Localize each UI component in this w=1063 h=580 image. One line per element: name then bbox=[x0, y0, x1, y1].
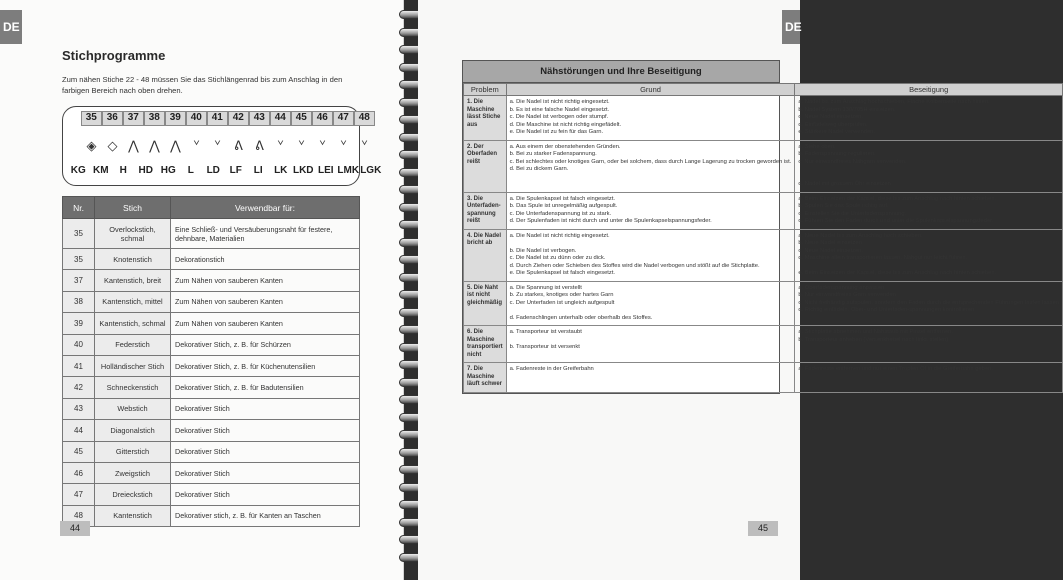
remedy-line: b. Spulen Sie das Spule richtig auf. bbox=[798, 203, 889, 209]
cell-stich: Overlockstich, schmal bbox=[95, 219, 171, 249]
remedy-line: a. Neue Nadel bis zum Anschlag hoch schieben. bbox=[798, 232, 923, 239]
intro-text: Zum nähen Stiche 22 - 48 müssen Sie das Stichlängenrad bis zum Anschlag in den farbigen Bereich nach oben drehen. bbox=[62, 75, 343, 95]
table-row bbox=[63, 398, 360, 419]
cell-problem: 2. Der Oberfaden reißt bbox=[464, 140, 507, 192]
stitch-number: 46 bbox=[312, 111, 333, 126]
cell-beseitigung bbox=[795, 192, 1063, 229]
remedy-line bbox=[798, 174, 1059, 182]
cell-verwendung: Dekorationstich bbox=[171, 249, 360, 270]
column-header-grund: Grund bbox=[506, 84, 795, 96]
stitch-code: KG bbox=[70, 165, 86, 176]
remedy-line: d. Nadel mit grossem Öhr einsetzen. bbox=[798, 181, 893, 187]
remedy-line: c. Nicht freihändig aufspulen, sondern den Faden durch die entsprechenden Führungen laufen lassen bbox=[798, 299, 1060, 306]
remedy-line: e. Beim Einsetzen der Kapsel, diese bis zum Anschlag nach hinten schieben. bbox=[798, 270, 997, 276]
cell-verwendung: Zum Nähen von sauberen Kanten bbox=[171, 313, 360, 334]
table-row bbox=[464, 96, 1063, 141]
stitch-code: LD bbox=[206, 165, 220, 176]
stitch-pattern-icon: ᕕ bbox=[255, 138, 264, 153]
remedy-line: c. Nur einwandfreies Nähgarn verwenden. bbox=[798, 158, 907, 165]
cell-problem: 7. Die Maschine läuft schwer bbox=[464, 363, 507, 393]
cell-stich: Knotenstich bbox=[95, 249, 171, 270]
table-row bbox=[464, 192, 1063, 229]
table-row bbox=[63, 420, 360, 441]
remedy-line: a. Stichplatte abnehmen und Nähstaub mit Pinsel entfernen. bbox=[798, 329, 953, 335]
reason-line: a. Transporteur ist verstaubt bbox=[509, 329, 582, 335]
reason-line: a. Die Nadel ist nicht richtig eingesetzt. bbox=[509, 232, 610, 239]
page-title: Stichprogramme bbox=[62, 48, 166, 63]
cell-problem: 4. Die Nadel bricht ab bbox=[464, 229, 507, 281]
left-page bbox=[0, 0, 404, 580]
stitch-code: LMK bbox=[337, 165, 360, 176]
table-row bbox=[63, 249, 360, 270]
reason-line: b. Zu starkes, knotiges oder hartes Garn bbox=[509, 292, 614, 298]
stitch-number: 47 bbox=[333, 111, 354, 126]
cell-grund bbox=[506, 281, 795, 326]
stitch-code: HD bbox=[138, 165, 153, 176]
cell-stich: Diagonalstich bbox=[95, 420, 171, 441]
cell-stich: Federstich bbox=[95, 334, 171, 355]
table-row bbox=[464, 140, 1063, 192]
cell-verwendung: Dekorativer Stich bbox=[171, 420, 360, 441]
reason-line: a. Fadenreste in der Greiferbahn bbox=[509, 366, 594, 372]
remedy-line: d. Maschine allein transportieren lassen, Nähgut nur leicht führen. bbox=[798, 255, 968, 261]
stitch-pattern-icon: ◇ bbox=[107, 138, 118, 153]
cell-stich: Kantenstich, mittel bbox=[95, 291, 171, 312]
reason-line: c. Die Nadel ist zu dünn oder zu dick. bbox=[509, 255, 606, 261]
reason-line: d. Der Spulenfaden ist nicht durch und unter die Spulenkapselspannungsfeder. bbox=[509, 218, 712, 224]
reason-line: c. Die Unterfadenspannung ist zu stark. bbox=[509, 210, 612, 217]
table-row bbox=[464, 363, 1063, 393]
cell-nr: 37 bbox=[63, 270, 95, 291]
reason-line: c. Der Unterfaden ist ungleich aufgespult bbox=[509, 299, 615, 306]
cell-beseitigung bbox=[795, 140, 1063, 192]
remedy-line: e. Stärkere Nadel verwenden. bbox=[798, 129, 876, 135]
cell-nr: 42 bbox=[63, 377, 95, 398]
table-row bbox=[63, 291, 360, 312]
cell-verwendung: Zum Nähen von sauberen Kanten bbox=[171, 291, 360, 312]
column-header-stich: Stich bbox=[95, 197, 171, 219]
remedy-line: a. Oberfadenspannung anpassen bbox=[798, 284, 885, 291]
stitch-number: 44 bbox=[270, 111, 291, 126]
cell-beseitigung bbox=[795, 281, 1063, 326]
cell-problem: 1. Die Maschine lässt Stiche aus bbox=[464, 96, 507, 141]
remedy-line bbox=[798, 166, 1059, 174]
remedy-line: b. Neue Nadel einsetzen. bbox=[798, 240, 864, 246]
stitch-code: LK bbox=[274, 165, 288, 176]
stitch-code: LEI bbox=[317, 165, 334, 176]
reason-line: d. Fadenschlingen unterhalb oder oberhalb des Stoffes. bbox=[509, 314, 653, 321]
remedy-line: a. Fadenreste entfernen und nur einen Tropfen Öl in die Greiferbahn geben. bbox=[798, 366, 993, 372]
stitch-code: L bbox=[187, 165, 194, 176]
reason-line: b. Es ist eine falsche Nadel eingesetzt. bbox=[509, 106, 610, 113]
reason-line: c. Bei schlechtes oder knotiges Garn, oder bei solchem, dass durch Lange Lagerung zu trocken geworden ist. bbox=[509, 158, 792, 165]
cell-nr: 47 bbox=[63, 484, 95, 505]
stitch-pattern-icon: ᘁ bbox=[214, 138, 221, 153]
cell-verwendung: Eine Schließ- und Versäuberungsnaht für festere, dehnbare, Materialien bbox=[171, 219, 360, 249]
cell-nr: 46 bbox=[63, 462, 95, 483]
stitch-number: 43 bbox=[249, 111, 270, 126]
stitch-pattern-icon: ⋀ bbox=[149, 138, 160, 153]
remedy-line: b. Nadel System 130/705H einsetzen. bbox=[798, 106, 896, 113]
stitch-code: KM bbox=[92, 165, 109, 176]
reason-line: e. Die Spulenkapsel ist falsch eingesetzt. bbox=[509, 270, 616, 276]
stitch-code-row bbox=[67, 165, 382, 176]
remedy-line: a. Siehe oben. bbox=[798, 143, 836, 150]
table-title: Nähstörungen und Ihre Beseitigung bbox=[463, 61, 779, 83]
stitch-number: 40 bbox=[186, 111, 207, 126]
reason-line: a. Die Spannung ist verstellt bbox=[509, 284, 582, 291]
cell-grund bbox=[506, 229, 795, 281]
table-row bbox=[63, 441, 360, 462]
cell-grund bbox=[506, 363, 795, 393]
reason-line: e. Die Nadel ist zu fein für das Garn. bbox=[509, 129, 604, 135]
stitch-pattern-icon: ⋀ bbox=[128, 138, 139, 153]
page-number: 45 bbox=[748, 521, 778, 536]
cell-grund bbox=[506, 326, 795, 363]
cell-nr: 35 bbox=[63, 249, 95, 270]
reason-line bbox=[510, 337, 792, 345]
cell-verwendung: Zum Nähen von sauberen Kanten bbox=[171, 270, 360, 291]
cell-stich: Gitterstich bbox=[95, 441, 171, 462]
remedy-line: c. Neue Nadel einsetzen. bbox=[798, 247, 864, 254]
stitch-code: H bbox=[119, 165, 127, 176]
reason-line: b. Transporteur ist versenkt bbox=[509, 344, 580, 350]
cell-stich: Kantenstich, breit bbox=[95, 270, 171, 291]
cell-verwendung: Dekorativer Stich, z. B. für Schürzen bbox=[171, 334, 360, 355]
cell-nr: 38 bbox=[63, 291, 95, 312]
stitch-number: 42 bbox=[228, 111, 249, 126]
cell-nr: 44 bbox=[63, 420, 95, 441]
language-tab: DE bbox=[782, 10, 800, 44]
cell-verwendung: Dekorativer Stich bbox=[171, 484, 360, 505]
cell-problem: 6. Die Maschine transportiert nicht bbox=[464, 326, 507, 363]
cell-stich: Zweigstich bbox=[95, 462, 171, 483]
cell-nr: 48 bbox=[63, 505, 95, 526]
cell-nr: 39 bbox=[63, 313, 95, 334]
cell-beseitigung bbox=[795, 363, 1063, 393]
reason-line bbox=[510, 240, 792, 248]
table-row bbox=[464, 326, 1063, 363]
reason-line: b. Die Nadel ist verbogen. bbox=[509, 247, 577, 254]
reason-line: b. Das Spule ist unregelmäßig aufgespult. bbox=[509, 203, 618, 209]
stitch-number: 48 bbox=[354, 111, 375, 126]
cell-verwendung: Dekorativer Stich bbox=[171, 462, 360, 483]
table-row bbox=[63, 270, 360, 291]
cell-nr: 40 bbox=[63, 334, 95, 355]
cell-verwendung: Dekorativer Stich, z. B. für Badutensilien bbox=[171, 377, 360, 398]
stitch-number: 38 bbox=[144, 111, 165, 126]
cell-grund bbox=[506, 192, 795, 229]
cell-verwendung: Dekorativer Stich bbox=[171, 398, 360, 419]
stitch-number-row bbox=[81, 111, 375, 126]
cell-stich: Webstich bbox=[95, 398, 171, 419]
stitch-code: LKD bbox=[292, 165, 314, 176]
cell-stich: Kantenstich, schmal bbox=[95, 313, 171, 334]
table-row bbox=[464, 281, 1063, 326]
reason-line: a. Die Spulenkapsel ist falsch eingesetzt. bbox=[509, 195, 616, 202]
remedy-line: d. Führen Sie den Faden durch und unter die Spulenkapselspannungsfeder. bbox=[798, 218, 994, 224]
remedy-line: a. Nadel bis zum Anschlag hochschieben, Flache Kolbenseite nach hinten. bbox=[798, 99, 990, 105]
table-row bbox=[63, 462, 360, 483]
stitch-code: LF bbox=[229, 165, 242, 176]
stitch-selector-panel bbox=[62, 106, 382, 186]
table-row bbox=[63, 313, 360, 334]
remedy-line: c. Einstellen Sie die Unterfadenspannung. bbox=[798, 210, 907, 217]
remedy-line bbox=[798, 263, 1059, 271]
reason-line: b. Bei zu starker Fadenspannung. bbox=[509, 151, 597, 157]
stitch-number: 37 bbox=[123, 111, 144, 126]
stitch-pattern-icon: ᘁ bbox=[277, 138, 284, 153]
stitch-pattern-icon: ◈ bbox=[86, 138, 97, 153]
reason-line: a. Aus einem der obenstehenden Gründen. bbox=[509, 143, 621, 150]
troubleshooting-table bbox=[462, 60, 1060, 394]
table-row bbox=[63, 334, 360, 355]
stitch-pattern-icon: ᘁ bbox=[361, 138, 368, 153]
stitch-code: LI bbox=[253, 165, 263, 176]
remedy-line: d. Richtig einfädeln, Ober- und Unterfaden-spannungen kontrollieren. bbox=[798, 307, 976, 313]
table-row bbox=[63, 505, 360, 526]
cell-verwendung: Dekorativer Stich bbox=[171, 441, 360, 462]
reason-line bbox=[510, 307, 792, 315]
language-tab: DE bbox=[0, 10, 22, 44]
column-header-verwendung: Verwendbar für: bbox=[171, 197, 360, 219]
remedy-line: a. Beim Einsetzen der Kapsel, diese bis zum Anschlag nach hinten schieben. bbox=[798, 195, 997, 202]
cell-grund bbox=[506, 140, 795, 192]
page-number: 44 bbox=[60, 521, 90, 536]
stitch-number: 36 bbox=[102, 111, 123, 126]
cell-nr: 35 bbox=[63, 219, 95, 249]
cell-beseitigung bbox=[795, 96, 1063, 141]
stitch-pattern-icon: ⋀ bbox=[170, 138, 181, 153]
stitch-number: 35 bbox=[81, 111, 102, 126]
column-header-beseitigung: Beseitigung bbox=[795, 84, 1063, 96]
cell-stich: Dreieckstich bbox=[95, 484, 171, 505]
cell-stich: Schneckenstich bbox=[95, 377, 171, 398]
cell-stich: Holländischer Stich bbox=[95, 355, 171, 376]
table-row bbox=[63, 377, 360, 398]
stitch-pattern-icon: ᕕ bbox=[234, 138, 243, 153]
cell-beseitigung bbox=[795, 326, 1063, 363]
stitch-pattern-icon: ᘁ bbox=[340, 138, 347, 153]
stitch-pattern-row bbox=[81, 129, 375, 163]
column-header-problem: Problem bbox=[464, 84, 507, 96]
stitch-number: 45 bbox=[291, 111, 312, 126]
cell-problem: 5. Die Naht ist nicht gleichmäßig bbox=[464, 281, 507, 326]
reason-line: d. Die Maschine ist nicht richtig eingefädelt. bbox=[509, 121, 622, 128]
cell-grund bbox=[506, 96, 795, 141]
stitch-code: LGK bbox=[360, 165, 382, 176]
stitch-code: HG bbox=[160, 165, 176, 176]
stitch-table bbox=[62, 196, 360, 527]
cell-nr: 41 bbox=[63, 355, 95, 376]
cell-verwendung: Dekorativer stich, z. B. für Kanten an Taschen bbox=[171, 505, 360, 526]
cell-nr: 43 bbox=[63, 398, 95, 419]
remedy-line: d. Einfädelweg überprüfen. bbox=[798, 121, 868, 128]
cell-verwendung: Dekorativer Stich, z. B. für Küchenutensilien bbox=[171, 355, 360, 376]
stitch-pattern-icon: ᘁ bbox=[193, 138, 200, 153]
remedy-line: c. Neue Nadel einsetzen. bbox=[798, 114, 864, 120]
stitch-number: 41 bbox=[207, 111, 228, 126]
stitch-pattern-icon: ᘁ bbox=[319, 138, 326, 153]
table-row bbox=[63, 219, 360, 249]
cell-nr: 45 bbox=[63, 441, 95, 462]
cell-beseitigung bbox=[795, 229, 1063, 281]
table-row bbox=[464, 229, 1063, 281]
column-header-nr: Nr. bbox=[63, 197, 95, 219]
stitch-number: 39 bbox=[165, 111, 186, 126]
table-row bbox=[63, 484, 360, 505]
cell-stich: Kantenstich bbox=[95, 505, 171, 526]
reason-line: c. Die Nadel ist verbogen oder stumpf. bbox=[509, 114, 609, 120]
reason-line: d. Durch Ziehen oder Schieben des Stoffes wird die Nadel verbogen und stößt auf die Stichplatte. bbox=[509, 262, 760, 269]
reason-line: d. Bei zu dickem Garn. bbox=[509, 166, 569, 172]
remedy-line: b. Transporteur anheben (Versenkhebel nach links stellen) bbox=[798, 336, 949, 343]
remedy-line: b. Fadenspannung regulieren. bbox=[798, 151, 876, 157]
reason-line: a. Die Nadel ist nicht richtig eingesetzt. bbox=[509, 99, 610, 105]
cell-problem: 3. Die Unterfaden-spannung reißt bbox=[464, 192, 507, 229]
remedy-line: b. Nur einwandfreies Garn verwenden bbox=[798, 292, 896, 298]
table-row bbox=[63, 355, 360, 376]
stitch-pattern-icon: ᘁ bbox=[298, 138, 305, 153]
